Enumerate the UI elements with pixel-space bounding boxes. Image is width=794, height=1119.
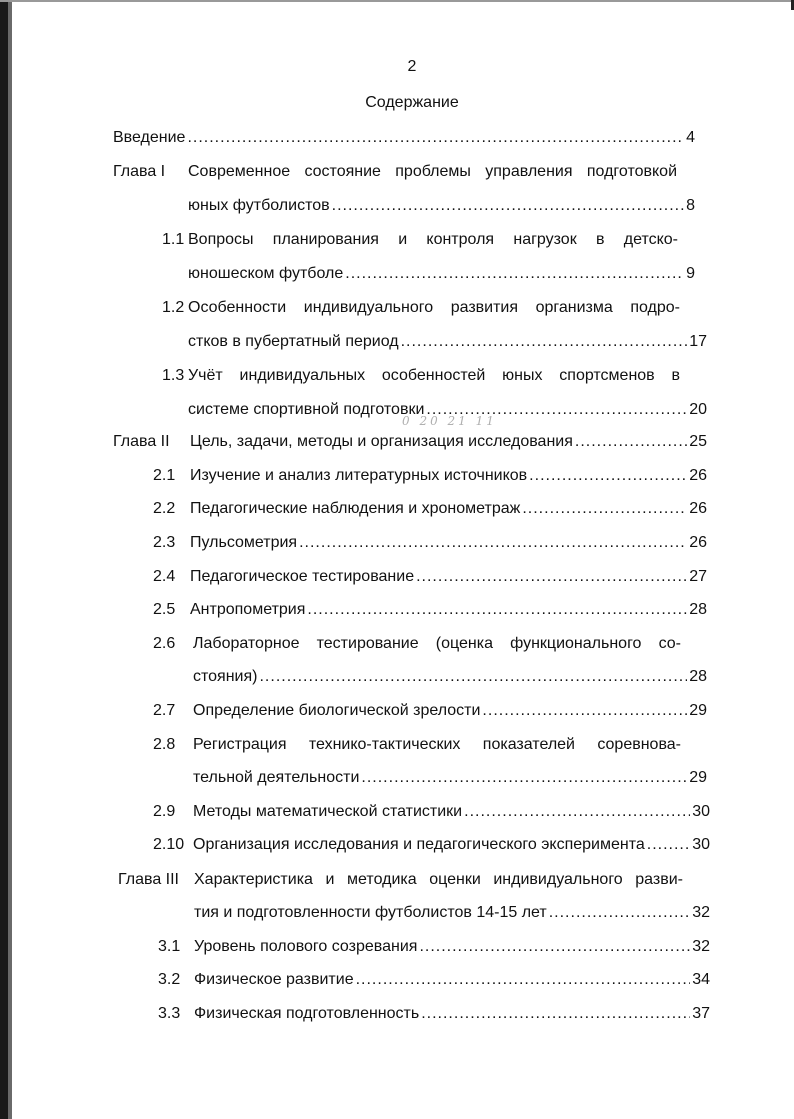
toc-entry-1-2-cont[interactable] [188,331,707,353]
toc-entry-2-8-cont[interactable] [193,767,707,789]
toc-page: 37 [692,1005,710,1022]
toc-entry-ch2[interactable] [113,431,707,453]
toc-entry-ch3-cont[interactable] [194,902,710,924]
toc-entry-1-2[interactable] [162,297,707,319]
toc-label: 3.3 [158,1005,181,1022]
toc-entry-ch1-cont[interactable] [188,195,695,217]
leader-dots [345,263,684,285]
toc-text-line2: системе спортивной подготовки [188,401,425,418]
toc-text: Педагогическое тестирование [190,568,415,585]
toc-label: 2.1 [153,467,176,484]
leader-dots [482,700,687,722]
toc-text: Методы математической статистики [193,803,463,820]
scan-edge-shadow [8,0,12,1119]
toc-entry-ch1[interactable] [113,161,695,183]
page-number: 2 [407,58,417,75]
toc-page: 8 [686,197,695,214]
toc-text-line2: тия и подготовленности футболистов 14-15 лет [194,904,547,921]
toc-label: Глава II [113,433,170,450]
toc-entry-2-1[interactable] [153,465,707,487]
toc-text-line1: Лабораторное тестирование (оценка функционального со- [193,635,681,652]
toc-label: 3.2 [158,971,181,988]
page-title: Содержание [365,94,459,111]
leader-dots [416,566,687,588]
toc-page: 26 [689,534,707,551]
toc-label: 2.10 [153,836,185,853]
toc-page: 29 [689,702,707,719]
leader-dots [549,902,690,924]
scan-top-edge [0,0,794,2]
toc-label: 1.3 [162,367,185,384]
toc-label: Глава I [113,163,166,180]
toc-page: 26 [689,467,707,484]
leader-dots [401,331,688,353]
leader-dots [361,767,687,789]
toc-page: 25 [689,433,707,450]
toc-text-line2: стков в пубертатный период [188,333,399,350]
leader-dots [419,936,690,958]
leader-dots [647,834,690,856]
toc-label: 2.7 [153,702,176,719]
toc-text-line1: Вопросы планирования и контроля нагрузок в детско- [188,231,678,248]
leader-dots [421,1003,690,1025]
leader-dots [299,532,687,554]
toc-page: 26 [689,500,707,517]
toc-text-line2: юных футболистов [188,197,330,214]
toc-entry-2-9[interactable] [153,801,710,823]
toc-text: Изучение и анализ литературных источников [190,467,528,484]
leader-dots [332,195,684,217]
toc-entry-3-2[interactable] [158,969,710,991]
toc-label: 2.5 [153,601,176,618]
toc-text: Физическое развитие [194,971,354,988]
toc-text: Введение [113,129,186,146]
toc-text: Педагогические наблюдения и хронометраж [190,500,521,517]
toc-entry-2-3[interactable] [153,532,707,554]
toc-text: Цель, задачи, методы и организация исследования [190,433,573,450]
toc-label: 1.1 [162,231,185,248]
toc-page: 20 [689,401,707,418]
toc-page: 32 [692,938,710,955]
faint-stamp-mark: 0 20 21 11 [402,414,497,428]
toc-text-line2: юношеском футболе [188,265,344,282]
toc-page: 29 [689,769,707,786]
toc-text-line1: Особенности индивидуального развития организма подро- [188,299,680,316]
leader-dots [464,801,690,823]
toc-label: 1.2 [162,299,185,316]
toc-page: 30 [692,836,710,853]
toc-entry-ch3[interactable] [118,869,710,891]
toc-label: 2.9 [153,803,176,820]
toc-label: 2.2 [153,500,176,517]
toc-text-line1: Регистрация технико-тактических показателей соревнова- [193,736,681,753]
toc-page: 4 [686,129,695,146]
toc-label: 2.6 [153,635,176,652]
toc-label: 2.4 [153,568,176,585]
toc-entry-2-10[interactable] [153,834,710,856]
toc-text: Пульсометрия [190,534,298,551]
toc-text-line2: тельной деятельности [193,769,360,786]
leader-dots [307,599,687,621]
toc-text-line1: Характеристика и методика оценки индивидуального разви- [194,871,683,888]
leader-dots [522,498,687,520]
toc-label: 2.3 [153,534,176,551]
toc-page: 32 [692,904,710,921]
toc-text: Организация исследования и педагогического эксперимента [193,836,645,853]
toc-entry-intro[interactable] [113,127,695,149]
toc-entry-2-5[interactable] [153,599,707,621]
scan-edge-dark [0,0,8,1119]
leader-dots [356,969,691,991]
toc-page: 9 [686,265,695,282]
toc-entry-1-3[interactable] [162,365,707,387]
toc-page: 28 [689,601,707,618]
toc-text-line1: Современное состояние проблемы управления подготовкой [188,163,677,180]
toc-label: 2.8 [153,736,176,753]
toc-page: 17 [689,333,707,350]
leader-dots [529,465,687,487]
toc-entry-2-2[interactable] [153,498,707,520]
toc-entry-1-1-cont[interactable] [188,263,695,285]
toc-entry-2-7[interactable] [153,700,707,722]
toc-page: 27 [689,568,707,585]
leader-dots [187,127,684,149]
toc-page: 34 [692,971,710,988]
toc-text-line1: Учёт индивидуальных особенностей юных спортсменов в [188,367,680,384]
toc-text: Антропометрия [190,601,306,618]
toc-entry-3-1[interactable] [158,936,710,958]
toc-entry-2-6-cont[interactable] [193,666,707,688]
leader-dots [259,666,687,688]
toc-text: Определение биологической зрелости [193,702,481,719]
toc-page: 30 [692,803,710,820]
toc-entry-3-3[interactable] [158,1003,710,1025]
toc-label: Глава III [118,871,179,888]
toc-label: 3.1 [158,938,181,955]
toc-entry-2-8[interactable] [153,734,707,756]
toc-entry-1-1[interactable] [162,229,695,251]
toc-text: Физическая подготовленность [194,1005,420,1022]
toc-text-line2: стояния) [193,668,258,685]
toc-entry-2-4[interactable] [153,566,707,588]
toc-entry-2-6[interactable] [153,633,707,655]
toc-text: Уровень полового созревания [194,938,418,955]
leader-dots [575,431,687,453]
toc-page: 28 [689,668,707,685]
